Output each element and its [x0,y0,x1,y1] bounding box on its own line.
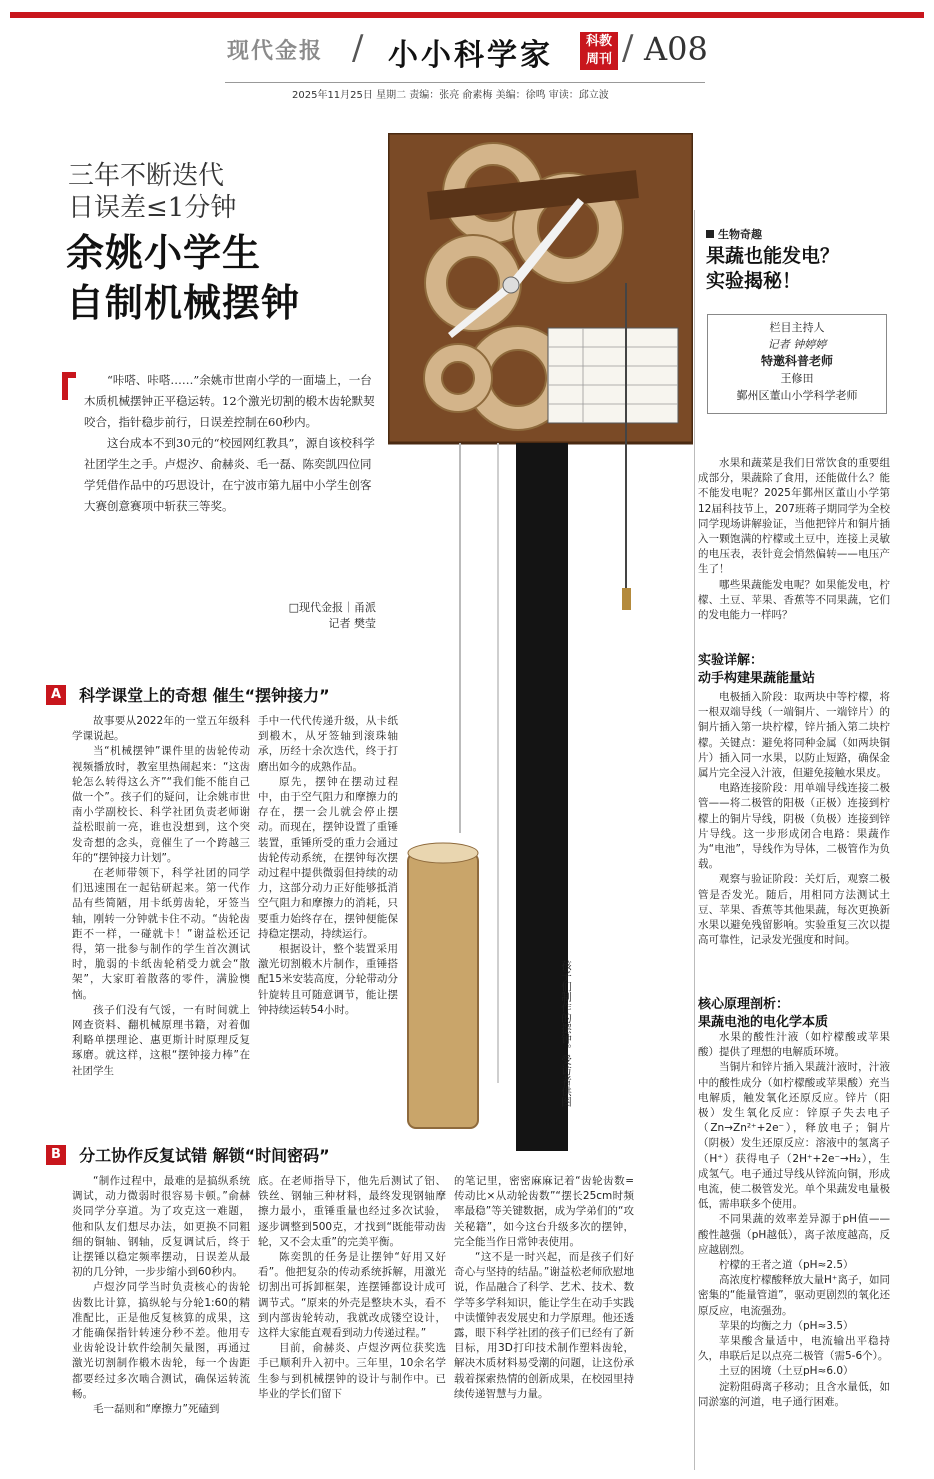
sidebar-subhead-1 [698,652,815,688]
byline [200,600,376,632]
body-paragraph: 高浓度柠檬酸释放大量H⁺离子，如同密集的“能量管道”，驱动更剧烈的氧化还原反应，电流强劲。 [698,1274,890,1317]
expert-label: 特邀科普老师 [760,354,833,368]
section-letter: B [46,1145,66,1165]
host-box [707,314,887,414]
body-paragraph: 哪些果蔬能发电呢？如果能发电，柠檬、土豆、苹果、香蕉等不同果蔬，它们的发电能力一样吗？ [698,578,890,622]
masthead-divider: / [622,28,634,68]
body-paragraph: 水果和蔬菜是我们日常饮食的重要组成部分，果蔬除了食用，还能做什么？能不能发电呢？2025年鄞州区董山小学第12届科技节上，207班蒋子期同学为全校同学现场讲解验证，当他把锌片和铜片插入一颗饱满的柠檬或土豆中，连接上灵敏的电压表，表针竟会悄然偏转——电压产生了！ [698,457,890,576]
expert-org: 鄞州区董山小学科学老师 [736,389,858,402]
masthead [0,28,934,78]
body-paragraph: 当“机械摆钟”课件里的齿轮传动视频播放时，教室里热闹起来：“这齿轮怎么转得这么齐”“我们能不能自己做一个”。孩子们的疑问，让余姚市世南小学副校长、科学社团负责老师谢益松眼前一亮，谁也没想到，这个突发奇想的念头，竟催生了一个跨越三年的“摆钟接力计划”。 [72,745,250,864]
section-letter: A [46,685,66,705]
masthead-divider: / [352,28,364,68]
body-paragraph: 柠檬的王者之道（pH≈2.5） [719,1259,854,1272]
lead-corner-mark [62,372,76,400]
badge-line1: 科教 [585,34,612,49]
body-paragraph: “制作过程中，最难的是搞纵系统调试，动力微弱时很容易卡顿。”俞赫炎同学分享道。为了攻克这一难题，他和队友们想尽办法，如更换不同粗细的铜轴、钢轴，反复调试后，终于让摆锤以稳定频率摆动，日误差从最初的几分钟，一步步缩小到60秒内。 [72,1175,250,1279]
sidebar-intro [698,456,890,648]
sidebar-tag: 生物奇趣 [706,226,762,242]
masthead-rule [225,82,705,83]
byline-reporter: 记者 樊莹 [328,617,376,630]
sidebar-headline [706,244,839,294]
section-a-column-1 [72,714,250,1134]
section-title: 小小科学家 [388,38,553,73]
kicker-line2: 日误差≤1分钟 [68,193,237,223]
sidebar-principle [698,1030,890,1470]
pendulum-bob [622,588,631,610]
subhead-line: 果蔬电池的电化学本质 [698,1015,829,1030]
sidebar-experiment-steps [698,690,890,986]
article-headline [66,228,300,328]
body-paragraph: 卢煜汐同学当时负责核心的齿轮齿数比计算，搞纵轮与分轮1:60的精准配比，正是他反复核算的成果，这才能确保指针转速分秒不差。他用专业齿轮设计软件绘制矢量图，再通过激光切割制作椴木齿轮，每一个齿距都要经过多次啮合测试，确保运转流畅。 [72,1281,250,1400]
kicker-line1: 三年不断迭代 [68,161,225,191]
body-paragraph: 苹果酸含量适中，电流输出平稳持久，串联后足以点亮二极管（需5-6个）。 [698,1335,890,1363]
body-paragraph: 的笔记里，密密麻麻记着“齿轮齿数=传动比×从动轮齿数”“摆长25cm时频率最稳”等关键数据，成为学弟们的“攻关秘籍”，如今这台升级多次的摆钟，完全能当作日常钟表使用。 [454,1175,634,1248]
host-name: 记者 钟婷婷 [767,338,827,351]
body-paragraph: 陈奕凯的任务是让摆钟“好用又好看”。他把复杂的传动系统拆解，用激光切割出可拆卸框架，连摆锤都设计成可调节式。“原来的外壳是整块木头，看不到内部齿轮转动，我就改成镂空设计，这样大家能直观看到动力传递过程。” [258,1251,446,1340]
article-lead [62,370,378,517]
sidebar-subhead-2 [698,996,828,1032]
lead-paragraph: 这台成本不到30元的“校园网红教具”，源自该校科学社团学生之手。卢煜汐、俞赫炎、毛一磊、陈奕凯四位同学凭借作品中的巧思设计，在宁波市第九届中小学生创客大赛创意赛项中斩获三等奖。 [84,436,375,513]
sidebar-headline-line2: 实验揭秘！ [706,270,802,292]
lead-paragraph: “咔嗒、咔嗒……”余姚市世南小学的一面墙上，一台木质机械摆钟正平稳运转。12个激光切割的椴木齿轮默契咬合，指针稳步前行，日误差控制在60秒内。 [84,373,375,429]
body-paragraph: 土豆的困境（土豆pH≈6.0） [719,1365,854,1378]
label-card [548,328,678,423]
section-title-a: 科学课堂上的奇想 催生“摆钟接力” [79,686,330,705]
section-b-column-2 [258,1174,446,1470]
body-paragraph: 淀粉阻碍离子移动；且含水量低，如同淤塞的河道，电子通行困难。 [698,1380,890,1408]
subhead-line: 核心原理剖析： [698,997,790,1012]
sidebar-divider [694,210,695,1470]
body-paragraph: 孩子们没有气馁，一有时间就上网查资料、翻机械原理书籍，对着伽利略单摆理论、惠更斯计时原理反复琢磨。就这样，这根“摆钟接力棒”在社团学生 [72,1003,250,1077]
section-a-heading [46,683,330,705]
body-paragraph: 观察与验证阶段：关灯后，观察二极管是否发光。随后，用相同方法测试土豆、苹果、香蕉等其他果蔬，每次更换新水果以避免残留影响。实验重复三次以提高可靠性，记录发光强度和时间。 [698,873,890,947]
photo-caption: 孩子们制作的摆钟。受访者供图 [560,960,572,1107]
body-paragraph: “这不是一时兴起，而是孩子们好奇心与坚持的结晶。”谢益松老师欣慰地说，作品融合了科学、艺术、技术、数学等多学科知识，能让学生在动手实践中读懂钟表发展史和力学原理。他还透露，眼下科学社团的孩子们已经有了新目标，用3D打印技术制作塑料齿轮，解决木质材料易受潮的问题，让这份承载着探索热情的创新成果，在校园里持续传递智慧与力量。 [454,1251,634,1400]
body-paragraph: 底。在老师指导下，他先后测试了铝、铁丝、钢轴三种材料，最终发现钢轴摩擦力最小，重锤重量也经过多次试验，逐步调整到500克，才找到“既能带动齿轮，又不会太重”的完美平衡。 [258,1175,446,1248]
body-paragraph: 原先，摆钟在摆动过程中，由于空气阻力和摩擦力的存在，摆一会儿就会停止摆动。而现在，摆钟设置了重锤装置，重锤所受的重力会通过齿轮传动系统，在摆钟每次摆动过程中提供微弱但持续的动力，这部分动力正好能够抵消空气阻力和摩擦力的消耗，只要重力始终存在，摆钟便能保持稳定摆动，持续运行。 [258,775,398,940]
top-red-bar [10,12,924,18]
section-b-heading [46,1143,330,1165]
body-paragraph: 手中一代代传递升级，从卡纸到椴木，从牙签轴到滚珠轴承，历经十余次迭代，终于打磨出如今的成熟作品。 [258,715,398,773]
dateline: 2025年11月25日 星期二 责编：张亮 俞素梅 美编：徐鸣 审读：邱立波 [292,90,609,101]
headline-line2: 自制机械摆钟 [66,281,301,325]
subhead-line: 动手构建果蔬能量站 [698,671,816,686]
section-badge [580,32,618,70]
section-a-column-2 [258,714,398,1104]
section-b-column-3 [454,1174,634,1470]
expert-name: 王修田 [780,372,814,385]
body-paragraph: 毛一磊则和“摩擦力”死磕到 [93,1403,220,1416]
body-paragraph: 电极插入阶段：取两块中等柠檬，将一根双端导线（一端铜片、一端锌片）的铜片插入第一块柠檬，锌片插入第二块柠檬。关键点：避免将同种金属（如两块铜片）插入同一水果，以防止短路，确保金属片完全浸入汁液，但避免接触水果皮。 [698,691,890,780]
body-paragraph: 不同果蔬的效率差异源于pH值——酸性越强（pH越低），离子浓度越高，反应越剧烈。 [698,1213,890,1256]
body-paragraph: 目前，俞赫炎、卢煜汐两位获奖选手已顺利升入初中。三年里，10余名学生参与到机械摆钟的设计与制作中。已毕业的学长们留下 [258,1342,446,1400]
body-paragraph: 故事要从2022年的一堂五年级科学课说起。 [72,715,250,743]
body-paragraph: 水果的酸性汁液（如柠檬酸或苹果酸）提供了理想的电解质环境。 [698,1031,890,1059]
body-paragraph: 根据设计，整个装置采用激光切割椴木片制作，重锤搭配15米安装高度，分轮带动分针旋转且可随意调节，能让摆钟持续运转54小时。 [258,943,398,1016]
weight-cylinder [408,853,478,1128]
body-paragraph: 在老师带领下，科学社团的同学们迅速围在一起钻研起来。第一代作品有些简陋，用卡纸剪齿轮，牙签当轴，刚转一分钟就卡住不动。“齿轮齿距不一样，一碰就卡！”谢益松还记得，第一批参与制作的学生首次测试时，脆弱的卡纸齿轮稍受力就会“散架”，大家盯着散落的零件，满脸懊恼。 [72,867,250,1001]
page-number: A08 [644,30,708,68]
host-label: 栏目主持人 [769,321,825,334]
newspaper-brand: 现代金报 [227,38,324,64]
section-b-column-1 [72,1174,250,1470]
section-title-b: 分工协作反复试错 解锁“时间密码” [79,1146,330,1165]
subhead-line: 实验详解： [698,653,764,668]
byline-source: □现代金报｜甬派 [288,601,376,614]
pendulum-clock-photo [388,133,693,1151]
headline-line1: 余姚小学生 [66,231,262,275]
sidebar-headline-line1: 果蔬也能发电？ [706,245,840,267]
body-paragraph: 苹果的均衡之力（pH≈3.5） [719,1319,854,1332]
article-kicker [68,160,236,224]
badge-line2: 周刊 [585,52,612,67]
body-paragraph: 当铜片和锌片插入果蔬汁液时，汁液中的酸性成分（如柠檬酸或苹果酸）充当电解质，触发氧化还原反应。锌片（阳极）发生氧化反应：锌原子失去电子（Zn→Zn²⁺+2e⁻），释放电子；铜片（阴极）发生还原反应：溶液中的氢离子（H⁺）获得电子（2H⁺+2e⁻→H₂），生成氢气。电子通过导线从锌流向铜，形成电流，使二极管发光。单个果蔬发电量极低，需串联多个使用。 [698,1061,890,1211]
body-paragraph: 电路连接阶段：用单端导线连接二极管——将二极管的阳极（正极）连接到柠檬上的铜片导线，阴极（负极）连接到锌片导线。这一步形成闭合电路：果蔬作为“电池”，导线作为导体，二极管作为负载。 [698,782,890,871]
